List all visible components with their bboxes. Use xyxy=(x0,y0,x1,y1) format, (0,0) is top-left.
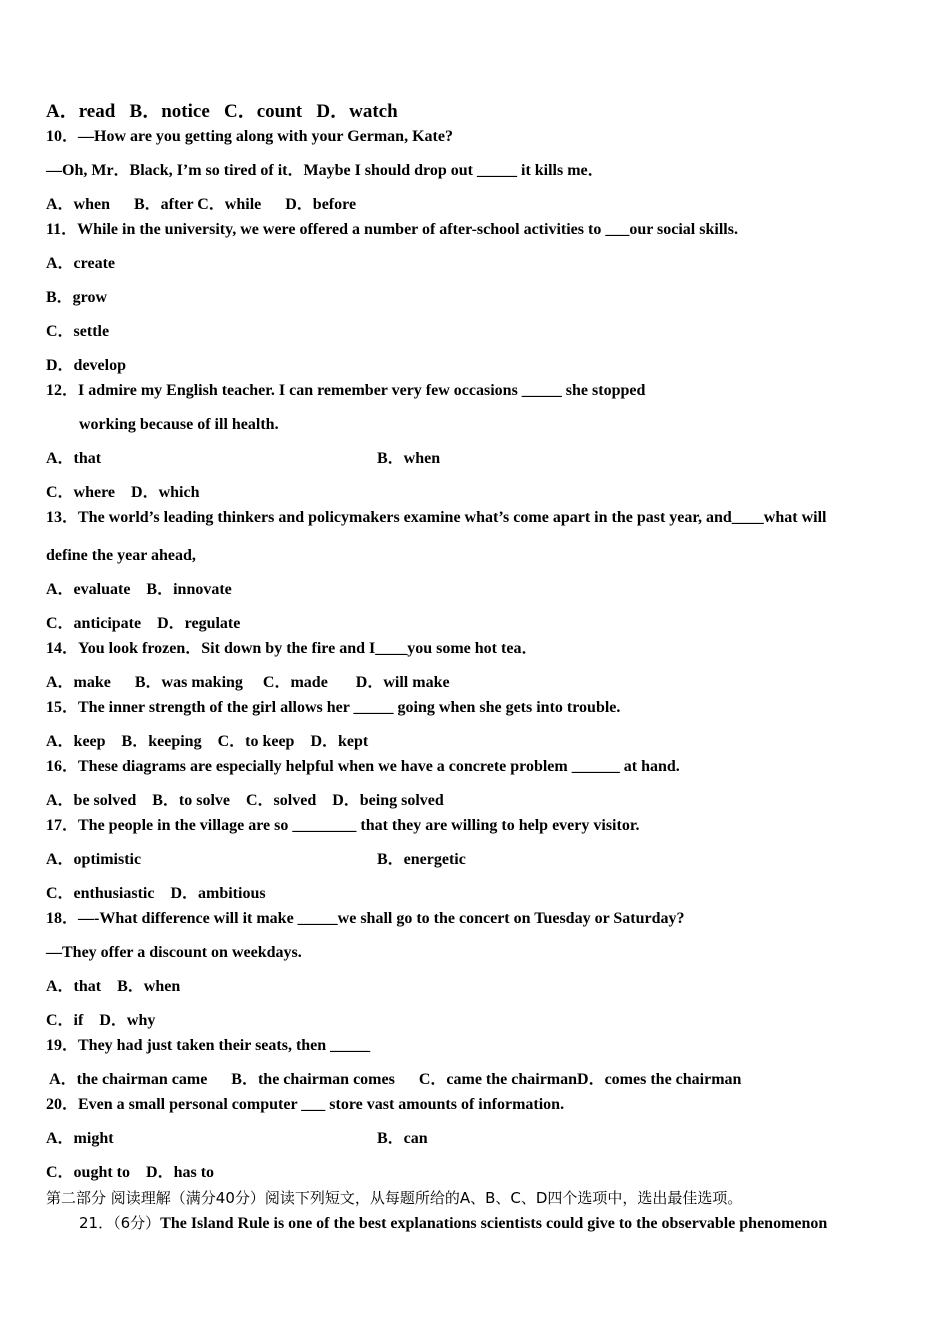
q13-stem: 13．The world’s leading thinkers and policymakers examine what’s come apart in the past year, and____what will xyxy=(46,509,827,526)
q20-options-cd: C．ought to D．has to xyxy=(46,1164,215,1181)
q20-option-b: B．can xyxy=(377,1130,428,1147)
q14-options: A．make B．was making C．made D．will make xyxy=(46,674,450,691)
q21-number: 21．（6分） xyxy=(79,1214,161,1232)
q10-stem: 10．—How are you getting along with your German, Kate? xyxy=(46,128,453,145)
q20-stem: 20．Even a small personal computer ___ store vast amounts of information. xyxy=(46,1096,565,1113)
q17-stem: 17．The people in the village are so ________ that they are willing to help every visitor. xyxy=(46,817,640,834)
q19-stem: 19．They had just taken their seats, then _____ xyxy=(46,1037,371,1054)
q14-stem: 14．You look frozen．Sit down by the fire and I____you some hot tea． xyxy=(46,640,538,657)
q11-option-c: C．settle xyxy=(46,323,110,340)
q18-reply: —They offer a discount on weekdays. xyxy=(46,944,302,961)
q12-options-cd: C．where D．which xyxy=(46,484,200,501)
q10-options: A．when B．after C．while D．before xyxy=(46,196,357,213)
q18-options-cd: C．if D．why xyxy=(46,1012,156,1029)
q15-stem: 15．The inner strength of the girl allows her _____ going when she gets into trouble. xyxy=(46,699,621,716)
q21-line xyxy=(79,1213,827,1234)
q11-option-b: B．grow xyxy=(46,289,108,306)
q12-stem: 12．I admire my English teacher. I can remember very few occasions _____ she stopped xyxy=(46,382,646,399)
q19-options: A．the chairman came B．the chairman comes C．came the chairmanD．comes the chairman xyxy=(46,1071,742,1088)
q18-stem: 18．—-What difference will it make _____we shall go to the concert on Tuesday or Saturday? xyxy=(46,910,685,927)
q13-stem-continued: define the year ahead, xyxy=(46,547,196,564)
q17-options-cd: C．enthusiastic D．ambitious xyxy=(46,885,266,902)
q11-option-d: D．develop xyxy=(46,357,127,374)
q12-option-a: A．that xyxy=(46,450,102,467)
q10-reply: —Oh, Mr．Black, I’m so tired of it．Maybe I should drop out _____ it kills me． xyxy=(46,162,604,179)
q13-options-cd: C．anticipate D．regulate xyxy=(46,615,241,632)
q21-text: The Island Rule is one of the best explanations scientists could give to the observable phenomenon xyxy=(160,1215,828,1232)
q16-options: A．be solved B．to solve C．solved D．being solved xyxy=(46,792,444,809)
q16-stem: 16．These diagrams are especially helpful when we have a concrete problem ______ at hand. xyxy=(46,758,680,775)
q15-options: A．keep B．keeping C．to keep D．kept xyxy=(46,733,369,750)
q11-option-a: A．create xyxy=(46,255,116,272)
q17-option-b: B．energetic xyxy=(377,851,466,868)
q18-options-ab: A．that B．when xyxy=(46,978,181,995)
q20-option-a: A．might xyxy=(46,1130,114,1147)
q9-options: A．read B．notice C．count D．watch xyxy=(46,101,398,122)
q17-option-a: A．optimistic xyxy=(46,851,142,868)
q12-stem-continued: working because of ill health. xyxy=(79,416,279,433)
q13-options-ab: A．evaluate B．innovate xyxy=(46,581,232,598)
q11-stem: 11．While in the university, we were offered a number of after-school activities to ___our social skills. xyxy=(46,221,738,238)
q12-option-b: B．when xyxy=(377,450,441,467)
part2-heading: 第二部分 阅读理解（满分40分）阅读下列短文，从每题所给的A、B、C、D四个选项中，选出最佳选项。 xyxy=(46,1189,743,1207)
